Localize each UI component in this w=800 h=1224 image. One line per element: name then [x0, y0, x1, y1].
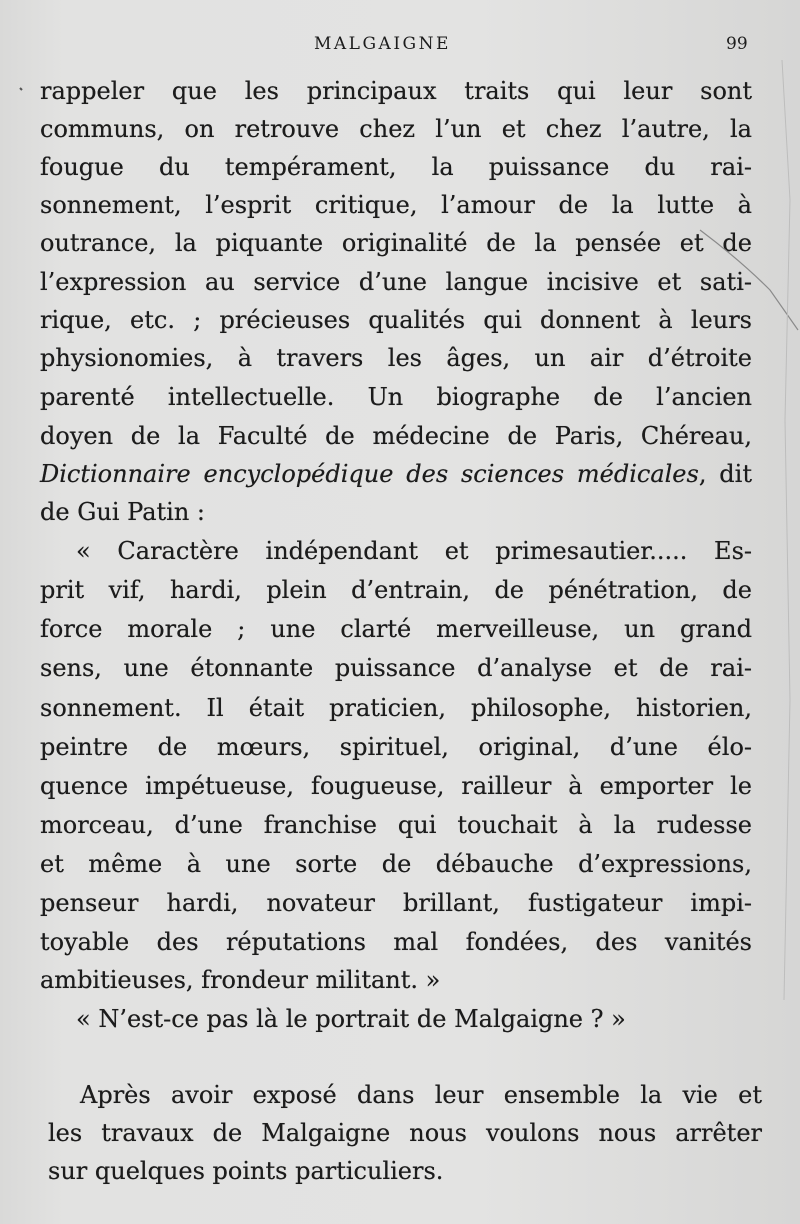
quote-line: sonnement. Il était praticien, philosophe, historien,: [40, 694, 752, 722]
quote-line: ambitieuses, frondeur militant. »: [40, 966, 441, 994]
quote-line: et même à une sorte de débauche d’expressions,: [40, 850, 752, 878]
body-line: physionomies, à travers les âges, un air d’étroite: [40, 344, 752, 372]
quote-question: « N’est-ce pas là le portrait de Malgaigne ? »: [76, 1005, 626, 1033]
quote-line: sens, une étonnante puissance d’analyse et de rai-: [40, 654, 752, 682]
body-line: sur quelques points particuliers.: [48, 1157, 444, 1185]
quote-line: peintre de mœurs, spirituel, original, d’une élo-: [40, 733, 752, 761]
body-line: outrance, la piquante originalité de la pensée et de: [40, 229, 752, 257]
quote-line: « Caractère indépendant et primesautier..... Es-: [76, 537, 752, 565]
quote-line: toyable des réputations mal fondées, des vanités: [40, 928, 752, 956]
body-line: l’expression au service d’une langue incisive et sati-: [40, 268, 752, 296]
body-line: rappeler que les principaux traits qui leur sont: [40, 77, 752, 105]
body-line: Après avoir exposé dans leur ensemble la vie et: [80, 1081, 762, 1109]
body-line: fougue du tempérament, la puissance du rai-: [40, 153, 752, 181]
body-line: communs, on retrouve chez l’un et chez l’autre, la: [40, 115, 752, 143]
running-title: MALGAIGNE: [314, 34, 451, 54]
page-number: 99: [726, 34, 748, 54]
quote-line: prit vif, hardi, plein d’entrain, de pénétration, de: [40, 576, 752, 604]
quote-line: penseur hardi, novateur brillant, fustigateur impi-: [40, 889, 752, 917]
body-line: les travaux de Malgaigne nous voulons nous arrêter: [48, 1119, 762, 1147]
cited-work-title: Dictionnaire encyclopédique des sciences médicales: [40, 460, 699, 488]
quote-line: morceau, d’une franchise qui touchait à la rudesse: [40, 811, 752, 839]
body-line: de Gui Patin :: [40, 498, 205, 526]
body-line-tail: , dit: [698, 460, 752, 488]
body-line: parenté intellectuelle. Un biographe de l’ancien: [40, 383, 752, 411]
quote-line: quence impétueuse, fougueuse, railleur à emporter le: [40, 772, 752, 800]
body-line: doyen de la Faculté de médecine de Paris, Chéreau,: [40, 422, 752, 450]
body-line: sonnement, l’esprit critique, l’amour de la lutte à: [40, 191, 752, 219]
running-head: [0, 34, 800, 60]
body-line: rique, etc. ; précieuses qualités qui donnent à leurs: [40, 306, 752, 334]
body-line-with-title: [40, 456, 752, 492]
quote-line: force morale ; une clarté merveilleuse, un grand: [40, 615, 752, 643]
